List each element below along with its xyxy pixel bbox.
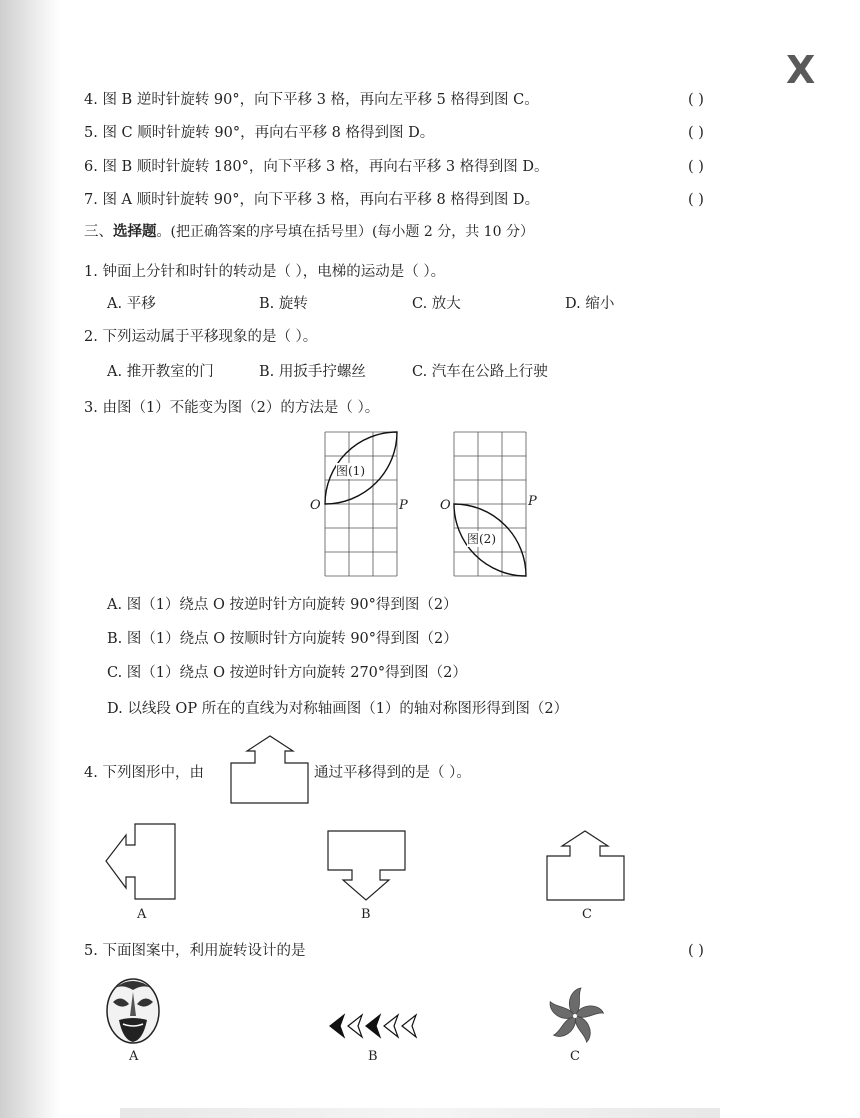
question-3: 3. 由图（1）不能变为图（2）的方法是（ ）。 xyxy=(84,400,380,416)
q1-option-b: B. 旋转 xyxy=(259,296,308,312)
q1-option-c: C. 放大 xyxy=(412,296,461,312)
reference-arrow-shape xyxy=(231,735,309,805)
q5-label-b: B xyxy=(368,1049,378,1064)
fig1-point-o: O xyxy=(310,498,321,513)
arrow-chain-pattern xyxy=(326,1013,422,1039)
fig2-point-p: P xyxy=(528,494,537,509)
answer-paren-q5: ( ) xyxy=(688,943,704,959)
q1-option-a: A. 平移 xyxy=(107,296,156,312)
q2-option-c: C. 汽车在公路上行驶 xyxy=(412,364,548,380)
section-note: 。(把正确答案的序号填在括号里）(每小题 2 分，共 10 分） xyxy=(156,224,534,240)
fig2-label: 图(2) xyxy=(467,532,496,546)
page-shadow xyxy=(0,0,60,1118)
answer-paren-4: ( ) xyxy=(688,92,704,108)
fig1-point-p: P xyxy=(399,498,408,513)
q4-label-b: B xyxy=(361,907,371,922)
q3-option-d: D. 以线段 OP 所在的直线为对称轴画图（1）的轴对称图形得到图（2） xyxy=(107,701,569,717)
judge-item-5: 5. 图 C 顺时针旋转 90°，再向右平移 8 格得到图 D。 xyxy=(84,125,435,141)
q3-option-c: C. 图（1）绕点 O 按逆时针方向旋转 270°得到图（2） xyxy=(107,665,467,681)
section-title: 选择题 xyxy=(113,223,157,240)
judge-item-6: 6. 图 B 顺时针旋转 180°，向下平移 3 格，再向右平移 3 格得到图 D。 xyxy=(84,159,549,175)
judge-item-7: 7. 图 A 顺时针旋转 90°，向下平移 3 格，再向右平移 8 格得到图 D。 xyxy=(84,192,540,208)
q2-option-b: B. 用扳手拧螺丝 xyxy=(259,364,366,380)
q4-label-c: C xyxy=(582,907,592,922)
section-heading xyxy=(84,222,534,242)
q4-shape-c xyxy=(546,830,626,902)
fig1-label: 图(1) xyxy=(336,464,365,478)
opera-mask-image xyxy=(103,976,163,1046)
close-icon[interactable]: X xyxy=(786,48,816,92)
q4-shape-a xyxy=(105,823,177,901)
footer-cutoff xyxy=(120,1108,720,1118)
answer-paren-6: ( ) xyxy=(688,159,704,175)
q4-shape-b xyxy=(327,830,407,902)
answer-paren-5: ( ) xyxy=(688,125,704,141)
answer-paren-7: ( ) xyxy=(688,192,704,208)
question-1: 1. 钟面上分针和时针的转动是（ ），电梯的运动是（ ）。 xyxy=(84,264,446,280)
q3-option-a: A. 图（1）绕点 O 按逆时针方向旋转 90°得到图（2） xyxy=(107,597,458,613)
question-5: 5. 下面图案中，利用旋转设计的是 xyxy=(84,943,306,959)
question-2: 2. 下列运动属于平移现象的是（ ）。 xyxy=(84,329,318,345)
bauhinia-flower-image xyxy=(542,986,608,1046)
q1-option-d: D. 缩小 xyxy=(565,296,615,312)
section-prefix: 三、 xyxy=(84,224,113,240)
q2-option-a: A. 推开教室的门 xyxy=(107,364,214,380)
q4-label-a: A xyxy=(137,907,147,922)
q5-label-a: A xyxy=(129,1049,139,1064)
judge-item-4: 4. 图 B 逆时针旋转 90°，向下平移 3 格，再向左平移 5 格得到图 C。 xyxy=(84,92,539,108)
q5-label-c: C xyxy=(570,1049,580,1064)
question-4-part-1: 4. 下列图形中，由 xyxy=(84,765,204,781)
grid-figure-2 xyxy=(454,432,526,576)
question-4-part-2: 通过平移得到的是（ ）。 xyxy=(314,765,471,781)
fig2-point-o: O xyxy=(440,498,451,513)
q3-option-b: B. 图（1）绕点 O 按顺时针方向旋转 90°得到图（2） xyxy=(107,631,458,647)
grid-figure-1 xyxy=(325,432,397,576)
